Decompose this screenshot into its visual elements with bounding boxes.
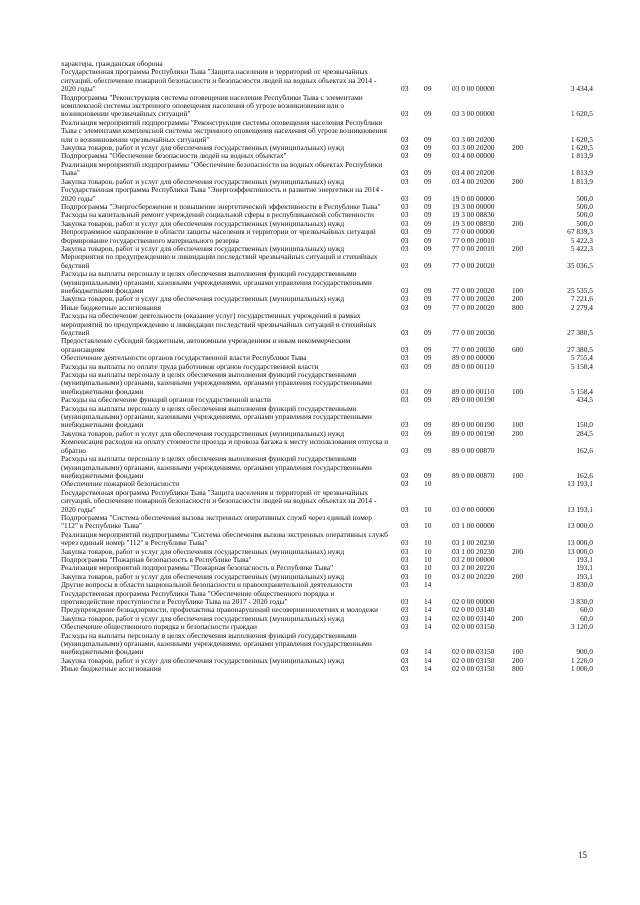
target-article-code: 02 0 00 03150 — [452, 622, 495, 632]
target-article-code: 03 3 00 00000 — [452, 109, 495, 119]
subsection-code: 10 — [424, 571, 432, 581]
table-row — [0, 186, 640, 203]
target-article-code: 77 0 00 20020 — [452, 285, 495, 295]
subsection-code: 09 — [424, 328, 432, 337]
row-name: Компенсация расходов на оплату стоимости проезда и провоза багажа к месту использования отпуска и обратно — [61, 437, 389, 455]
target-article-code: 03 2 00 00000 — [452, 554, 495, 564]
expense-type-code: 200 — [512, 294, 524, 304]
table-row — [0, 371, 640, 396]
target-article-code: 19 3 00 00000 — [452, 201, 495, 211]
table-row — [0, 94, 640, 119]
amount: 13 000,0 — [567, 521, 593, 531]
subsection-code: 09 — [424, 386, 432, 396]
subsection-code: 09 — [424, 176, 432, 186]
amount: 1 813,9 — [570, 168, 593, 178]
subsection-code: 10 — [424, 546, 432, 556]
section-code: 03 — [401, 554, 409, 564]
target-article-code: 02 0 00 00000 — [452, 597, 495, 606]
subsection-code: 09 — [424, 420, 432, 430]
expense-type-code: 100 — [512, 647, 524, 657]
amount: 193,1 — [576, 563, 593, 573]
subsection-code: 14 — [424, 655, 432, 665]
row-name: Расходы на выплаты персоналу в целях обеспечения выполнения функций государственными (муниципальными) органами, казенными учреждениями, органами управления государственными внебюджетными фондами — [61, 269, 372, 295]
amount: 434,5 — [576, 395, 593, 405]
subsection-code: 10 — [424, 538, 432, 548]
table-row — [0, 632, 640, 657]
section-code: 03 — [401, 504, 409, 514]
row-name: Расходы на выплаты персоналу в целях обеспечения выполнения функций государственными (муниципальными) органами, казенными учреждениями, органами управления государственными внебюджетными фондами — [61, 403, 372, 430]
amount: 3 830,0 — [570, 597, 593, 606]
amount: 162,6 — [576, 445, 593, 455]
amount: 1 220,0 — [570, 655, 593, 665]
subsection-code: 09 — [424, 151, 432, 161]
target-article-code: 19 3 00 08830 — [452, 210, 495, 220]
section-code: 03 — [401, 420, 409, 430]
row-name: Подпрограмма "Система обеспечения вызова экстренных оперативных служб через единый номер "112" в Республике Тыва" — [61, 512, 372, 531]
subsection-code: 09 — [424, 168, 432, 178]
target-article-code: 03 1 00 20230 — [452, 546, 495, 556]
subsection-code: 09 — [424, 470, 432, 480]
section-code: 03 — [401, 193, 409, 203]
amount: 25 535,5 — [567, 285, 593, 295]
section-code: 03 — [401, 655, 409, 665]
subsection-code: 09 — [424, 361, 432, 371]
section-code: 03 — [401, 176, 409, 186]
amount: 60,0 — [580, 613, 593, 623]
section-code: 03 — [401, 361, 409, 371]
section-code: 03 — [401, 445, 409, 455]
section-code: 03 — [401, 84, 409, 94]
row-name: Обеспечение пожарной безопасности — [61, 479, 180, 489]
row-name: Государственная программа Республики Тыва "Защита населения и территорий от чрезвычайных ситуаций, обеспечение пожарной безопасности и безопасности людей на водных объектах на 2014 - 2020 годы" — [61, 67, 377, 94]
amount: 13 000,0 — [567, 546, 593, 556]
amount: 500,0 — [576, 210, 593, 220]
section-code: 03 — [401, 563, 409, 573]
subsection-code: 09 — [424, 344, 432, 354]
section-code: 03 — [401, 538, 409, 548]
table-row — [0, 514, 640, 531]
subsection-code: 09 — [424, 235, 432, 245]
amount: 13 000,0 — [567, 538, 593, 548]
section-code: 03 — [401, 428, 409, 438]
section-code: 03 — [401, 243, 409, 253]
subsection-code: 14 — [424, 664, 432, 674]
subsection-code: 10 — [424, 504, 432, 514]
amount: 284,5 — [576, 428, 593, 438]
amount: 35 036,5 — [567, 260, 593, 270]
target-article-code: 03 4 00 00000 — [452, 151, 495, 161]
amount: 5 422,3 — [570, 235, 593, 245]
target-article-code: 03 1 00 20230 — [452, 538, 495, 548]
section-code: 03 — [401, 622, 409, 632]
amount: 3 120,0 — [570, 622, 593, 632]
section-code: 03 — [401, 580, 409, 590]
subsection-code: 09 — [424, 193, 432, 203]
subsection-code: 14 — [424, 605, 432, 615]
section-code: 03 — [401, 302, 409, 312]
row-name: Обеспечение общественного порядка и безопасности граждан — [61, 622, 257, 632]
row-name: Государственная программа Республики Тыва "Защита населения и территорий от чрезвычайных ситуаций, обеспечение пожарной безопасности и безопасности людей на водных объектах на 2014 - 2020 годы" — [61, 487, 377, 514]
target-article-code: 77 0 00 20020 — [452, 260, 495, 270]
row-name: Формирование государственного материального резерва — [61, 235, 239, 245]
expense-type-code: 200 — [512, 143, 524, 153]
row-name: Подпрограмма "Энергосбережение и повышение энергетической эффективности в Республике Тыва" — [61, 201, 381, 211]
target-article-code: 02 0 00 03150 — [452, 655, 495, 665]
table-row — [0, 405, 640, 430]
subsection-code: 09 — [424, 395, 432, 405]
subsection-code: 09 — [424, 294, 432, 304]
target-article-code: 19 0 00 00000 — [452, 193, 495, 203]
row-name: Закупка товаров, работ и услуг для обеспечения государственных (муниципальных) нужд — [61, 546, 345, 556]
section-code: 03 — [401, 218, 409, 228]
row-name: Закупка товаров, работ и услуг для обеспечения государственных (муниципальных) нужд — [61, 143, 345, 153]
table-row — [0, 68, 640, 93]
amount: 5 158,4 — [570, 386, 593, 396]
expense-type-code: 100 — [512, 285, 524, 295]
target-article-code: 89 0 00 00870 — [452, 470, 495, 480]
row-name: Расходы на выплаты персоналу в целях обеспечения выполнения функций государственными (муниципальными) органами, казенными учреждениями, органами управления государственными внебюджетными фондами — [61, 630, 372, 657]
amount: 1 000,0 — [570, 664, 593, 674]
amount: 1 620,5 — [570, 109, 593, 119]
amount: 2 279,4 — [570, 302, 593, 312]
amount: 900,0 — [576, 647, 593, 657]
target-article-code: 02 0 00 03150 — [452, 647, 495, 657]
section-code: 03 — [401, 134, 409, 144]
target-article-code: 77 0 00 20030 — [452, 344, 495, 354]
section-code: 03 — [401, 479, 409, 489]
row-name: Предоставление субсидий бюджетным, автономным учреждениям и иным некоммерческим организациям — [61, 336, 351, 354]
target-article-code: 03 3 00 20200 — [452, 143, 495, 153]
row-name: Закупка товаров, работ и услуг для обеспечения государственных (муниципальных) нужд — [61, 571, 345, 581]
table-row — [0, 119, 640, 144]
section-code: 03 — [401, 294, 409, 304]
target-article-code: 77 0 00 20010 — [452, 235, 495, 245]
section-code: 03 — [401, 235, 409, 245]
table-row — [0, 665, 640, 673]
subsection-code: 14 — [424, 622, 432, 632]
subsection-code: 14 — [424, 613, 432, 623]
amount: 500,0 — [576, 201, 593, 211]
table-row — [0, 455, 640, 480]
table-row — [0, 337, 640, 354]
page-number: 15 — [578, 850, 587, 860]
target-article-code: 03 4 00 20200 — [452, 168, 495, 178]
target-article-code: 77 0 00 20020 — [452, 294, 495, 304]
row-name: Подпрограмма "Реконструкция системы оповещения населения Республики Тыва с элементами комплексной системы экстренного оповещения населения об угрозе возникновения или о возникновении чрезвычайных ситуаций" — [61, 92, 363, 119]
amount: 5 755,4 — [570, 353, 593, 363]
target-article-code: 89 0 00 00190 — [452, 428, 495, 438]
row-name: Расходы на обеспечение функций органов государственной власти — [61, 395, 271, 405]
target-article-code: 03 1 00 00000 — [452, 521, 495, 531]
row-name: Другие вопросы в области национальной безопасности и правоохранительной деятельности — [61, 580, 353, 590]
expense-type-code: 100 — [512, 420, 524, 430]
row-name: Реализация мероприятий подпрограммы "Реконструкция системы оповещения населения Республики Тыва с элементами комплексной системы экстренного оповещения населения об угрозе возникновения или о возникновении чрезвычайных ситуаций" — [61, 117, 387, 144]
row-name: Иные бюджетные ассигнования — [61, 664, 162, 674]
target-article-code: 03 2 00 20220 — [452, 563, 495, 573]
section-code: 03 — [401, 143, 409, 153]
table-row — [0, 489, 640, 514]
expense-type-code: 200 — [512, 176, 524, 186]
expense-type-code: 200 — [512, 218, 524, 228]
subsection-code: 10 — [424, 563, 432, 573]
section-code: 03 — [401, 328, 409, 337]
expense-type-code: 100 — [512, 470, 524, 480]
target-article-code: 02 0 00 03140 — [452, 605, 495, 615]
row-name: Предупреждение безнадзорности, профилактика правонарушений несовершеннолетних и молодежи — [61, 605, 379, 615]
subsection-code: 09 — [424, 285, 432, 295]
expense-type-code: 200 — [512, 546, 524, 556]
target-article-code: 19 3 00 08830 — [452, 218, 495, 228]
subsection-code: 09 — [424, 218, 432, 228]
section-code: 03 — [401, 597, 409, 606]
subsection-code: 14 — [424, 597, 432, 606]
row-name: Подпрограмма "Пожарная безопасность в Республике Тыва" — [61, 554, 252, 564]
subsection-code: 14 — [424, 580, 432, 590]
section-code: 03 — [401, 109, 409, 119]
section-code: 03 — [401, 168, 409, 178]
amount: 150,0 — [576, 420, 593, 430]
subsection-code: 09 — [424, 243, 432, 253]
target-article-code: 89 0 00 00000 — [452, 353, 495, 363]
subsection-code: 09 — [424, 84, 432, 94]
target-article-code: 77 0 00 20030 — [452, 328, 495, 337]
row-name: Расходы на обеспечение деятельности (оказание услуг) государственных учреждений в рамках мероприятий по предупреждению и ликвидации последствий чрезвычайных ситуаций и стихийных бедствий — [61, 311, 377, 337]
section-code: 03 — [401, 386, 409, 396]
target-article-code: 02 0 00 03140 — [452, 613, 495, 623]
table-row — [0, 270, 640, 295]
target-article-code: 89 0 00 00190 — [452, 420, 495, 430]
table-row — [0, 438, 640, 455]
subsection-code: 09 — [424, 445, 432, 455]
expense-type-code: 200 — [512, 613, 524, 623]
row-name: Реализация мероприятий подпрограммы "Пожарная безопасность в Республике Тыва" — [61, 563, 334, 573]
subsection-code: 10 — [424, 479, 432, 489]
row-name: Расходы на капитальный ремонт учреждений социальной сферы в республиканской собственности — [61, 210, 374, 220]
section-code: 03 — [401, 605, 409, 615]
target-article-code: 02 0 00 03150 — [452, 664, 495, 674]
subsection-code: 09 — [424, 260, 432, 270]
section-code: 03 — [401, 210, 409, 220]
row-name: Закупка товаров, работ и услуг для обеспечения государственных (муниципальных) нужд — [61, 218, 345, 228]
expense-type-code: 800 — [512, 302, 524, 312]
section-code: 03 — [401, 344, 409, 354]
expense-type-code: 200 — [512, 243, 524, 253]
amount: 1 620,5 — [570, 143, 593, 153]
amount: 27 380,5 — [567, 328, 593, 337]
row-name: Государственная программа Республики Тыва "Обеспечение общественного порядка и противодействие преступности в Республике Тыва на 2017 - 2020 годы" — [61, 588, 335, 606]
amount: 162,6 — [576, 470, 593, 480]
section-code: 03 — [401, 227, 409, 237]
amount: 193,1 — [576, 554, 593, 564]
section-code: 03 — [401, 546, 409, 556]
row-name: Расходы на выплаты персоналу в целях обеспечения выполнения функций государственными (муниципальными) органами, казенными учреждениями, органами управления государственными внебюджетными фондами — [61, 454, 372, 480]
subsection-code: 10 — [424, 554, 432, 564]
amount: 3 434,4 — [570, 84, 593, 94]
amount: 1 620,5 — [570, 134, 593, 144]
section-code: 03 — [401, 470, 409, 480]
section-code: 03 — [401, 521, 409, 531]
budget-table — [0, 60, 640, 674]
amount: 1 813,9 — [570, 176, 593, 186]
expense-type-code: 100 — [512, 386, 524, 396]
amount: 3 830,0 — [570, 580, 593, 590]
expense-type-code: 200 — [512, 655, 524, 665]
target-article-code: 77 0 00 20010 — [452, 243, 495, 253]
amount: 13 193,1 — [567, 479, 593, 489]
section-code: 03 — [401, 201, 409, 211]
table-row — [0, 161, 640, 178]
target-article-code: 77 0 00 00000 — [452, 227, 495, 237]
row-name: Закупка товаров, работ и услуг для обеспечения государственных (муниципальных) нужд — [61, 613, 345, 623]
target-article-code: 77 0 00 20020 — [452, 302, 495, 312]
amount: 7 221,6 — [570, 294, 593, 304]
row-name: Иные бюджетные ассигнования — [61, 302, 162, 312]
row-name: Расходы на выплаты по оплате труда работников органов государственной власти — [61, 361, 319, 371]
subsection-code: 10 — [424, 521, 432, 531]
subsection-code: 09 — [424, 134, 432, 144]
section-code: 03 — [401, 260, 409, 270]
table-row — [0, 531, 640, 548]
subsection-code: 09 — [424, 428, 432, 438]
subsection-code: 09 — [424, 353, 432, 363]
section-code: 03 — [401, 151, 409, 161]
amount: 500,0 — [576, 218, 593, 228]
target-article-code: 03 0 00 00000 — [452, 504, 495, 514]
table-row — [0, 590, 640, 607]
section-code: 03 — [401, 285, 409, 295]
row-name: Реализация мероприятий подпрограммы "Система обеспечения вызова экстренных оперативных служб через единый номер "112" в Республике Тыва" — [61, 529, 388, 548]
table-row — [0, 312, 640, 337]
row-name: Непрограммное направление в области защиты населения и территории от чрезвычайных ситуаций — [61, 227, 376, 237]
amount: 500,0 — [576, 193, 593, 203]
table-row — [0, 253, 640, 270]
amount: 13 193,1 — [567, 504, 593, 514]
row-name: Подпрограмма "Обеспечение безопасности людей на водных объектах" — [61, 151, 287, 161]
subsection-code: 09 — [424, 227, 432, 237]
expense-type-code: 800 — [512, 664, 524, 674]
target-article-code: 03 2 00 20220 — [452, 571, 495, 581]
section-code: 03 — [401, 395, 409, 405]
amount: 27 380,5 — [567, 344, 593, 354]
target-article-code: 03 0 00 00000 — [452, 84, 495, 94]
amount: 67 839,3 — [567, 227, 593, 237]
row-name: Реализация мероприятий подпрограммы "Обеспечение безопасности на водных объектах Республики Тыва" — [61, 159, 383, 178]
section-code: 03 — [401, 571, 409, 581]
amount: 60,0 — [580, 605, 593, 615]
expense-type-code: 200 — [512, 571, 524, 581]
row-name: Закупка товаров, работ и услуг для обеспечения государственных (муниципальных) нужд — [61, 294, 345, 304]
row-name: Мероприятия по предупреждению и ликвидации последствий чрезвычайных ситуаций и стихийных бедствий — [61, 252, 378, 270]
target-article-code: 89 0 00 00110 — [452, 361, 495, 371]
row-name: характера, гражданская оборона — [61, 59, 163, 68]
subsection-code: 14 — [424, 647, 432, 657]
target-article-code: 89 0 00 00190 — [452, 395, 495, 405]
amount: 5 158,4 — [570, 361, 593, 371]
subsection-code: 09 — [424, 109, 432, 119]
expense-type-code: 200 — [512, 428, 524, 438]
section-code: 03 — [401, 647, 409, 657]
target-article-code: 89 0 00 00870 — [452, 445, 495, 455]
row-name: Расходы на выплаты персоналу в целях обеспечения выполнения функций государственными (муниципальными) органами, казенными учреждениями, органами управления государственными внебюджетными фондами — [61, 370, 372, 396]
row-name: Государственная программа Республики Тыва "Энергоэффективность и развитие энергетики на 2014 - 2020 годы" — [61, 185, 384, 203]
section-code: 03 — [401, 613, 409, 623]
subsection-code: 09 — [424, 143, 432, 153]
amount: 5 422,3 — [570, 243, 593, 253]
target-article-code: 03 3 00 20200 — [452, 134, 495, 144]
row-name: Закупка товаров, работ и услуг для обеспечения государственных (муниципальных) нужд — [61, 243, 345, 253]
row-name: Закупка товаров, работ и услуг для обеспечения государственных (муниципальных) нужд — [61, 655, 345, 665]
subsection-code: 09 — [424, 302, 432, 312]
expense-type-code: 600 — [512, 344, 524, 354]
amount: 1 813,9 — [570, 151, 593, 161]
section-code: 03 — [401, 664, 409, 674]
subsection-code: 09 — [424, 210, 432, 220]
section-code: 03 — [401, 353, 409, 363]
amount: 193,1 — [576, 571, 593, 581]
row-name: Закупка товаров, работ и услуг для обеспечения государственных (муниципальных) нужд — [61, 428, 345, 438]
target-article-code: 89 0 00 00110 — [452, 386, 495, 396]
target-article-code: 03 4 00 20200 — [452, 176, 495, 186]
subsection-code: 09 — [424, 201, 432, 211]
row-name: Обеспечение деятельности органов государственной власти Республики Тыва — [61, 353, 307, 363]
row-name: Закупка товаров, работ и услуг для обеспечения государственных (муниципальных) нужд — [61, 176, 345, 186]
